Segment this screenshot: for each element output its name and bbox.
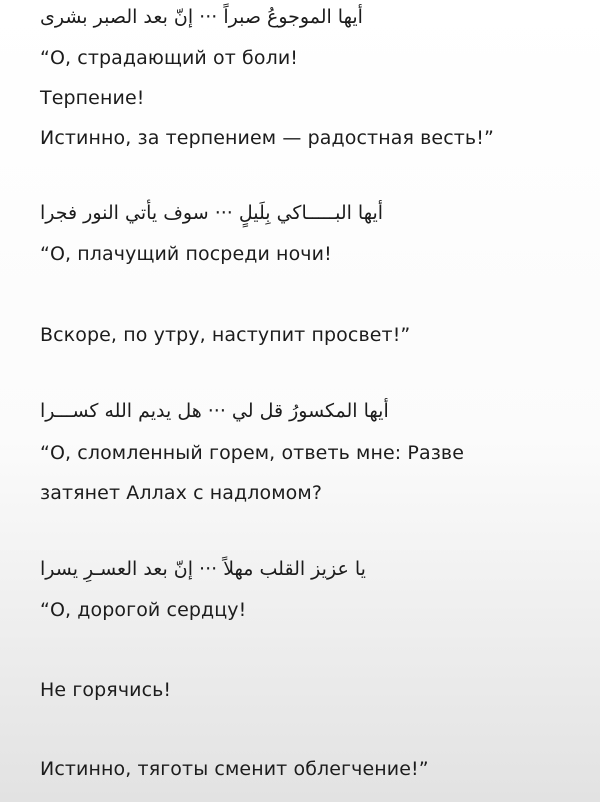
stanza-3-arabic-line: أيها المكسورُ قل لي ··· هل يديم الله كســـرا [40,400,389,422]
stanza-1-translation-line-1: “О, страдающий от боли! [40,47,298,69]
stanza-2-translation-line-2: Вскоре, по утру, наступит просвет!” [40,324,411,346]
stanza-4-translation-line-1: “О, дорогой сердцу! [40,599,247,621]
stanza-3-translation-line-1: “О, сломленный горем, ответь мне: Разве [40,442,465,464]
stanza-4-translation-line-3: Истинно, тяготы сменит облегчение!” [40,758,429,780]
stanza-3-translation-line-2: затянет Аллах с надломом? [40,482,323,504]
stanza-2-arabic-line: أيها البـــــاكي بِلَيلٍ ··· سوف يأتي النور فجرا [40,202,384,224]
stanza-4-arabic-line: يا عزيز القلب مهلاً ··· إنّ بعد العسـرِ يسرا [40,558,366,580]
stanza-1-translation-line-3: Истинно, за терпением — радостная весть!” [40,127,494,149]
stanza-2-translation-line-1: “О, плачущий посреди ночи! [40,243,332,265]
stanza-1-translation-line-2: Терпение! [40,87,145,109]
stanza-1-arabic-line: أيها الموجوعُ صبراً ··· إنّ بعد الصبر بشرى [40,6,363,28]
stanza-4-translation-line-2: Не горячись! [40,679,172,701]
